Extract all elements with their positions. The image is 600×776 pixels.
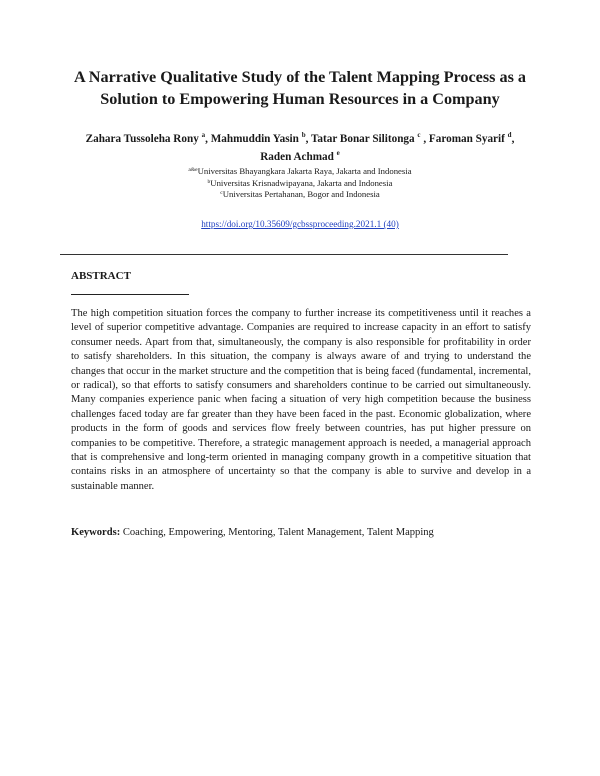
affiliation-item bbox=[150, 178, 450, 190]
author-list bbox=[50, 130, 550, 166]
affiliation-text: Universitas Krisnadwipayana, Jakarta and Indonesia bbox=[210, 177, 393, 188]
author-line-2 bbox=[50, 148, 550, 166]
section-divider bbox=[60, 254, 508, 255]
doi-line bbox=[150, 218, 450, 230]
keywords-label: Keywords: bbox=[71, 527, 121, 538]
author-affil-mark: c bbox=[417, 131, 421, 139]
affiliation-item bbox=[150, 189, 450, 201]
author-affil-mark: b bbox=[301, 131, 306, 139]
affiliation-list bbox=[150, 166, 450, 201]
affiliation-mark: c bbox=[220, 190, 223, 196]
author-line-1: Zahara Tussoleha Rony $^a$, Mahmuddin Yasin $^b$, Tatar Bonar Silitonga $^c$ , Faroman Syarif $^d$, bbox=[85, 131, 515, 145]
author-name: Tatar Bonar Silitonga bbox=[311, 133, 415, 145]
title-line-2: Solution to Empowering Human Resources in a Company bbox=[100, 90, 500, 108]
author-affil-mark: d bbox=[507, 131, 512, 139]
affiliation-text: Universitas Pertahanan, Bogor and Indonesia bbox=[222, 189, 380, 199]
paper-title bbox=[60, 66, 540, 110]
author-name: Faroman Syarif bbox=[428, 133, 505, 145]
affiliation-item bbox=[150, 166, 450, 178]
title-line-1: A Narrative Qualitative Study of the Talent Mapping Process as a bbox=[73, 68, 527, 86]
affiliation-mark: b bbox=[207, 178, 211, 185]
affiliation-mark: a&e bbox=[188, 167, 198, 173]
doi-link[interactable]: https://doi.org/10.35609/gcbssproceeding.2021.1 (40) bbox=[201, 219, 399, 229]
author-name: Zahara Tussoleha Rony bbox=[85, 133, 199, 145]
affiliation-text: Universitas Bhayangkara Jakarta Raya, Jakarta and Indonesia bbox=[197, 166, 412, 176]
keywords-text: Coaching, Empowering, Mentoring, Talent Management, Talent Mapping bbox=[120, 527, 434, 538]
abstract-body: The high competition situation forces the company to further increase its competitiveness until it reaches a level of superior competitive advantage. Companies are required to increase capacity in an effort to satisfy consumer needs. Apart from that, simultaneously, the company is also responsible for profitability in order to satisfy shareholders. In this situation, the company is always aware of and trying to understand the changes that occur in the market structure and the competition that is being faced (fundamental, incremental, or radical), so that efforts to satisfy consumers and shareholders continue to be carried out simultaneously. Many companies experience panic when facing a situation of very high competition because the business challenges faced today are far greater than they have been faced in the past. Economic globalization, where products in the form of goods and services flow freely between countries, has put higher pressure on companies to be competitive. Therefore, a strategic management approach is needed, a managerial approach that is comprehensive and long-term oriented in managing company growth in a competitive situation that contains risks in an atmosphere of uncertainty so that the company is able to survive and develop in a sustainable manner. bbox=[71, 308, 531, 492]
abstract-heading-underline bbox=[71, 294, 189, 295]
author-name: Mahmuddin Yasin bbox=[210, 133, 299, 145]
abstract-heading: ABSTRACT bbox=[71, 270, 131, 282]
author-name: Raden Achmad bbox=[260, 151, 334, 163]
keywords bbox=[71, 526, 531, 540]
author-affil-mark: a bbox=[201, 131, 206, 139]
author-affil-mark: e bbox=[336, 149, 340, 157]
